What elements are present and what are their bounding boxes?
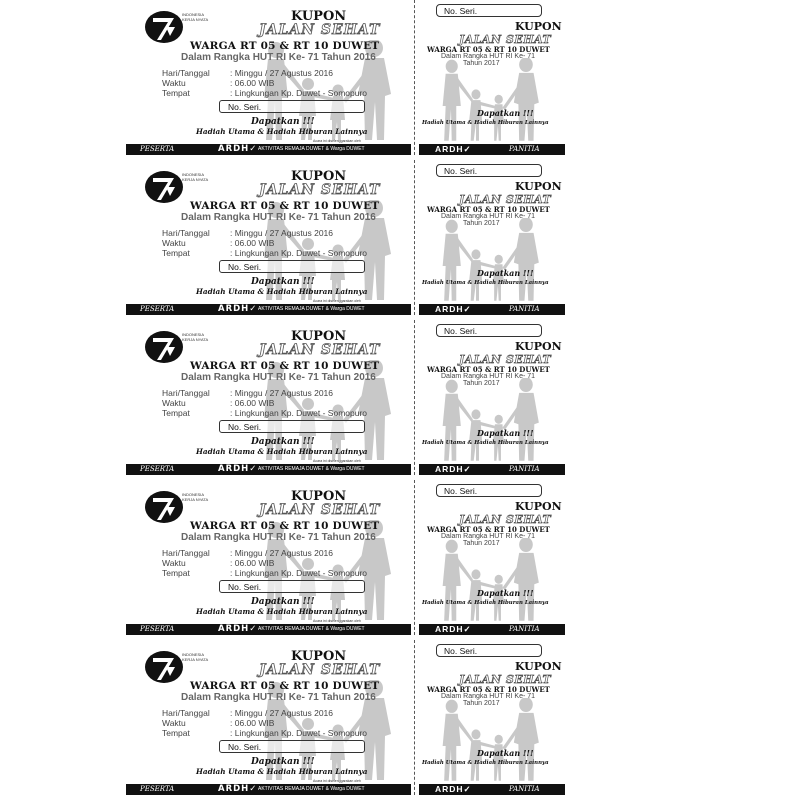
coupon-title: KUPON: [291, 329, 347, 344]
time-label: Waktu: [162, 398, 186, 408]
organizer: WARGA RT 05 & RT 10 DUWET: [190, 40, 380, 52]
committee-bar: [419, 144, 565, 155]
participant-label: PESERTA: [140, 785, 175, 793]
time-label: Waktu: [162, 78, 186, 88]
family-silhouette: [429, 378, 554, 464]
committee-label: PANITIA: [509, 145, 540, 153]
participant-label: PESERTA: [140, 625, 175, 633]
logo-icon: [144, 170, 184, 204]
stub-occasion: Dalam Rangka HUT RI Ke- 71: [441, 693, 536, 700]
stub-organizer: WARGA RT 05 & RT 10 DUWET: [427, 525, 550, 534]
prizes-text: Hadiah Utama & Hadiah Hiburan Lainnya: [196, 767, 368, 776]
stub-prizes-text: Hadiah Utama & Hadiah Hiburan Lainnya: [422, 600, 549, 606]
event-details: [162, 68, 367, 98]
dapatkan-text: Dapatkan !!!: [251, 117, 315, 127]
date-label: Hari/Tanggal: [162, 228, 210, 238]
occasion: Dalam Rangka HUT RI Ke- 71 Tahun 2016: [181, 692, 376, 703]
committee-label: PANITIA: [509, 305, 540, 313]
organizer: WARGA RT 05 & RT 10 DUWET: [190, 680, 380, 692]
stub-year: Tahun 2017: [463, 540, 500, 547]
organizer-note: Acara ini diselenggarakan oleh: [313, 619, 361, 623]
serial-number-field[interactable]: No. Seri.: [219, 580, 365, 593]
event-details: [162, 548, 367, 578]
event-details: [162, 708, 367, 738]
date-label: Hari/Tanggal: [162, 548, 210, 558]
occasion: Dalam Rangka HUT RI Ke- 71 Tahun 2016: [181, 52, 376, 63]
stub-serial-field[interactable]: No. Seri.: [436, 484, 542, 497]
time-value: : 06.00 WIB: [230, 718, 275, 728]
family-silhouette: [429, 58, 554, 144]
occasion: Dalam Rangka HUT RI Ke- 71 Tahun 2016: [181, 372, 376, 383]
organizer: WARGA RT 05 & RT 10 DUWET: [190, 360, 380, 372]
serial-number-field[interactable]: No. Seri.: [219, 100, 365, 113]
logo-text: [182, 332, 208, 342]
perforation-line: [414, 640, 415, 795]
coupon-main: [126, 160, 411, 315]
organizer: WARGA RT 05 & RT 10 DUWET: [190, 200, 380, 212]
event-name: JALAN SEHAT: [259, 182, 381, 198]
stub-prizes-text: Hadiah Utama & Hadiah Hiburan Lainnya: [422, 120, 549, 126]
date-label: Hari/Tanggal: [162, 708, 210, 718]
participant-bar: [126, 144, 411, 155]
dapatkan-text: Dapatkan !!!: [251, 277, 315, 287]
participant-bar: [126, 304, 411, 315]
stub-year: Tahun 2017: [463, 700, 500, 707]
stub-brand-logo: ARDH✓: [435, 784, 472, 794]
logo-text-sub: KERJA NYATA: [182, 337, 209, 342]
serial-number-field[interactable]: No. Seri.: [219, 260, 365, 273]
stub-dapatkan-text: Dapatkan !!!: [477, 588, 534, 598]
logo-text-main: INDONESIA: [182, 652, 205, 657]
logo-icon: [144, 650, 184, 684]
coupon-ticket: [126, 160, 565, 315]
dapatkan-text: Dapatkan !!!: [251, 597, 315, 607]
occasion: Dalam Rangka HUT RI Ke- 71 Tahun 2016: [181, 532, 376, 543]
time-value: : 06.00 WIB: [230, 78, 275, 88]
organizer-note: Acara ini diselenggarakan oleh: [313, 299, 361, 303]
participant-label: PESERTA: [140, 145, 175, 153]
prizes-text: Hadiah Utama & Hadiah Hiburan Lainnya: [196, 447, 368, 456]
date-value: : Minggu / 27 Agustus 2016: [230, 548, 334, 558]
coupon-ticket: [126, 0, 565, 155]
date-value: : Minggu / 27 Agustus 2016: [230, 228, 334, 238]
logo-text-sub: KERJA NYATA: [182, 657, 209, 662]
committee-label: PANITIA: [509, 785, 540, 793]
date-value: : Minggu / 27 Agustus 2016: [230, 388, 334, 398]
dapatkan-text: Dapatkan !!!: [251, 437, 315, 447]
family-silhouette: [429, 698, 554, 784]
committee-label: PANITIA: [509, 625, 540, 633]
stub-brand-logo: ARDH✓: [435, 304, 472, 314]
logo-icon: [144, 330, 184, 364]
committee-label: PANITIA: [509, 465, 540, 473]
coupon-stub: [419, 0, 565, 155]
event-name: JALAN SEHAT: [259, 662, 381, 678]
coupon-title: KUPON: [291, 169, 347, 184]
stub-serial-field[interactable]: No. Seri.: [436, 324, 542, 337]
coupon-stub: [419, 320, 565, 475]
participant-bar: [126, 784, 411, 795]
stub-serial-field[interactable]: No. Seri.: [436, 164, 542, 177]
stub-event-name: JALAN SEHAT: [459, 353, 552, 366]
coupon-title: KUPON: [291, 9, 347, 24]
stub-dapatkan-text: Dapatkan !!!: [477, 428, 534, 438]
participant-label: PESERTA: [140, 465, 175, 473]
family-silhouette: [429, 218, 554, 304]
stub-occasion: Dalam Rangka HUT RI Ke- 71: [441, 213, 536, 220]
brand-logo: ARDH✓: [218, 464, 258, 474]
time-value: : 06.00 WIB: [230, 398, 275, 408]
stub-organizer: WARGA RT 05 & RT 10 DUWET: [427, 205, 550, 214]
logo-text-main: INDONESIA: [182, 172, 205, 177]
prizes-text: Hadiah Utama & Hadiah Hiburan Lainnya: [196, 607, 368, 616]
brand-logo: ARDH✓: [218, 144, 258, 154]
participant-label: PESERTA: [140, 305, 175, 313]
event-details: [162, 228, 367, 258]
place-label: Tempat: [162, 248, 190, 258]
place-value: : Lingkungan Kp. Duwet - Somopuro: [230, 408, 368, 418]
place-value: : Lingkungan Kp. Duwet - Somopuro: [230, 88, 368, 98]
stub-event-name: JALAN SEHAT: [459, 33, 552, 46]
coupon-title: KUPON: [291, 649, 347, 664]
stub-brand-logo: ARDH✓: [435, 144, 472, 154]
bar-note: AKTIVITAS REMAJA DUWET & Warga DUWET: [258, 306, 365, 312]
coupon-stub: [419, 480, 565, 635]
dapatkan-text: Dapatkan !!!: [251, 757, 315, 767]
date-value: : Minggu / 27 Agustus 2016: [230, 708, 334, 718]
place-value: : Lingkungan Kp. Duwet - Somopuro: [230, 568, 368, 578]
stub-serial-field[interactable]: No. Seri.: [436, 644, 542, 657]
logo-text-main: INDONESIA: [182, 492, 205, 497]
time-label: Waktu: [162, 238, 186, 248]
time-label: Waktu: [162, 718, 186, 728]
stub-brand-logo: ARDH✓: [435, 624, 472, 634]
perforation-line: [414, 320, 415, 475]
participant-bar: [126, 464, 411, 475]
coupon-stub: [419, 640, 565, 795]
organizer-note: Acara ini diselenggarakan oleh: [313, 139, 361, 143]
coupon-main: [126, 0, 411, 155]
logo-text-sub: KERJA NYATA: [182, 497, 209, 502]
coupon-ticket: [126, 480, 565, 635]
committee-bar: [419, 784, 565, 795]
place-value: : Lingkungan Kp. Duwet - Somopuro: [230, 248, 368, 258]
perforation-line: [414, 0, 415, 155]
stub-organizer: WARGA RT 05 & RT 10 DUWET: [427, 365, 550, 374]
bar-note: AKTIVITAS REMAJA DUWET & Warga DUWET: [258, 466, 365, 472]
bar-note: AKTIVITAS REMAJA DUWET & Warga DUWET: [258, 786, 365, 792]
stub-serial-field[interactable]: No. Seri.: [436, 4, 542, 17]
logo-text-sub: KERJA NYATA: [182, 17, 209, 22]
place-value: : Lingkungan Kp. Duwet - Somopuro: [230, 728, 368, 738]
place-label: Tempat: [162, 568, 190, 578]
event-name: JALAN SEHAT: [259, 502, 381, 518]
family-silhouette: [429, 538, 554, 624]
stub-prizes-text: Hadiah Utama & Hadiah Hiburan Lainnya: [422, 760, 549, 766]
place-label: Tempat: [162, 408, 190, 418]
stub-occasion: Dalam Rangka HUT RI Ke- 71: [441, 373, 536, 380]
time-value: : 06.00 WIB: [230, 238, 275, 248]
logo-text: [182, 492, 208, 502]
stub-dapatkan-text: Dapatkan !!!: [477, 268, 534, 278]
coupon-ticket: [126, 320, 565, 475]
logo-text-main: INDONESIA: [182, 332, 205, 337]
logo-icon: [144, 490, 184, 524]
logo-text: [182, 12, 208, 22]
stub-event-name: JALAN SEHAT: [459, 673, 552, 686]
serial-number-field[interactable]: No. Seri.: [219, 420, 365, 433]
logo-text: [182, 652, 208, 662]
coupon-title: KUPON: [291, 489, 347, 504]
event-name: JALAN SEHAT: [259, 22, 381, 38]
perforation-line: [414, 160, 415, 315]
occasion: Dalam Rangka HUT RI Ke- 71 Tahun 2016: [181, 212, 376, 223]
coupon-main: [126, 480, 411, 635]
date-label: Hari/Tanggal: [162, 388, 210, 398]
organizer-note: Acara ini diselenggarakan oleh: [313, 779, 361, 783]
stub-organizer: WARGA RT 05 & RT 10 DUWET: [427, 45, 550, 54]
date-label: Hari/Tanggal: [162, 68, 210, 78]
stub-title: KUPON: [515, 20, 562, 33]
bar-note: AKTIVITAS REMAJA DUWET & Warga DUWET: [258, 626, 365, 632]
organizer: WARGA RT 05 & RT 10 DUWET: [190, 520, 380, 532]
organizer-note: Acara ini diselenggarakan oleh: [313, 459, 361, 463]
event-name: JALAN SEHAT: [259, 342, 381, 358]
stub-dapatkan-text: Dapatkan !!!: [477, 108, 534, 118]
stub-year: Tahun 2017: [463, 380, 500, 387]
brand-logo: ARDH✓: [218, 304, 258, 314]
stub-occasion: Dalam Rangka HUT RI Ke- 71: [441, 533, 536, 540]
stub-dapatkan-text: Dapatkan !!!: [477, 748, 534, 758]
stub-organizer: WARGA RT 05 & RT 10 DUWET: [427, 685, 550, 694]
brand-logo: ARDH✓: [218, 624, 258, 634]
perforation-line: [414, 480, 415, 635]
committee-bar: [419, 624, 565, 635]
logo-text-sub: KERJA NYATA: [182, 177, 209, 182]
stub-event-name: JALAN SEHAT: [459, 513, 552, 526]
event-details: [162, 388, 367, 418]
time-value: : 06.00 WIB: [230, 558, 275, 568]
stub-title: KUPON: [515, 340, 562, 353]
brand-logo: ARDH✓: [218, 784, 258, 794]
participant-bar: [126, 624, 411, 635]
coupon-main: [126, 640, 411, 795]
stub-year: Tahun 2017: [463, 220, 500, 227]
stub-brand-logo: ARDH✓: [435, 464, 472, 474]
prizes-text: Hadiah Utama & Hadiah Hiburan Lainnya: [196, 287, 368, 296]
committee-bar: [419, 464, 565, 475]
stub-title: KUPON: [515, 660, 562, 673]
time-label: Waktu: [162, 558, 186, 568]
serial-number-field[interactable]: No. Seri.: [219, 740, 365, 753]
logo-text: [182, 172, 208, 182]
stub-title: KUPON: [515, 500, 562, 513]
stub-occasion: Dalam Rangka HUT RI Ke- 71: [441, 53, 536, 60]
date-value: : Minggu / 27 Agustus 2016: [230, 68, 334, 78]
coupon-ticket: [126, 640, 565, 795]
stub-title: KUPON: [515, 180, 562, 193]
place-label: Tempat: [162, 728, 190, 738]
stub-event-name: JALAN SEHAT: [459, 193, 552, 206]
logo-icon: [144, 10, 184, 44]
prizes-text: Hadiah Utama & Hadiah Hiburan Lainnya: [196, 127, 368, 136]
stub-prizes-text: Hadiah Utama & Hadiah Hiburan Lainnya: [422, 280, 549, 286]
committee-bar: [419, 304, 565, 315]
place-label: Tempat: [162, 88, 190, 98]
stub-year: Tahun 2017: [463, 60, 500, 67]
coupon-main: [126, 320, 411, 475]
coupon-stub: [419, 160, 565, 315]
stub-prizes-text: Hadiah Utama & Hadiah Hiburan Lainnya: [422, 440, 549, 446]
logo-text-main: INDONESIA: [182, 12, 205, 17]
bar-note: AKTIVITAS REMAJA DUWET & Warga DUWET: [258, 146, 365, 152]
